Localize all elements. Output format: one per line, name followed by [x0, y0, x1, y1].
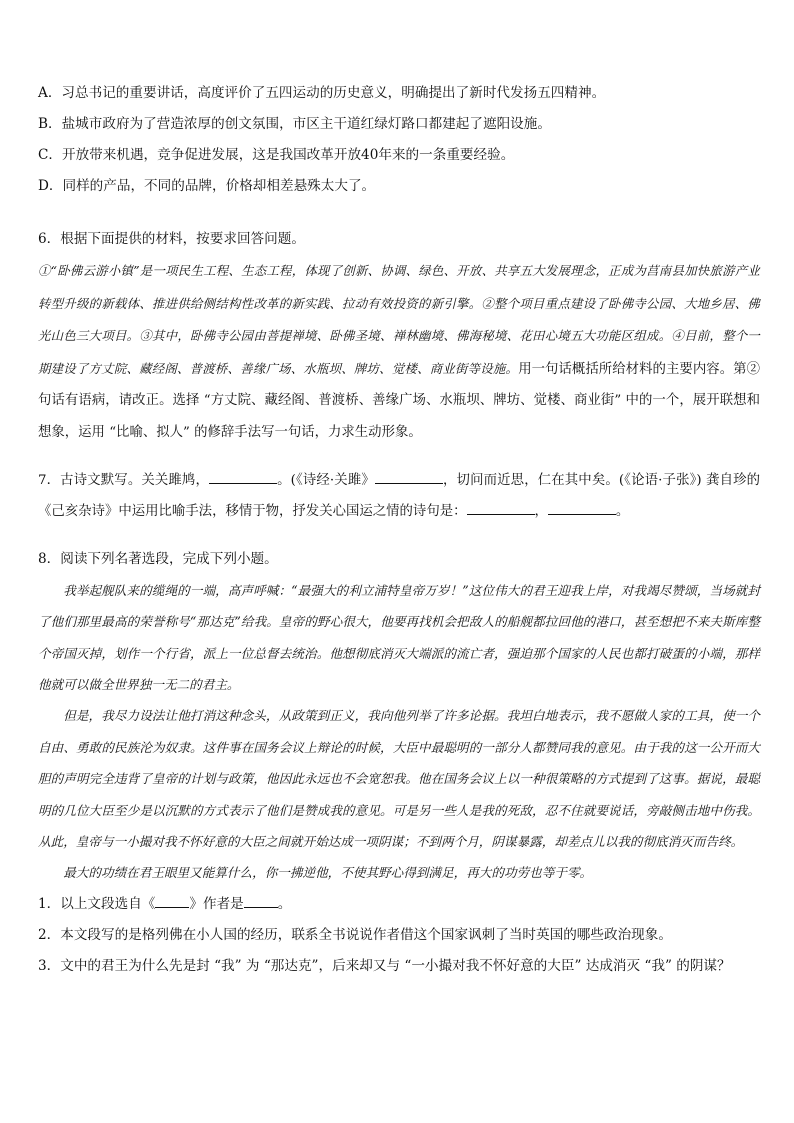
q8-passage-2: 但是，我尽力设法让他打消这种念头，从政策到正义，我向他列举了许多论据。我坦白地表示，我不愿做人家的工具，使一个自由、勇敢的民族沦为奴隶。这件事在国务会议上辩论的时候，大臣中最聪明的一部分人都赞同我的意见。由于我的这一公开而大胆的声明完全违背了皇帝的计划与政策，他因此永远也不会宽恕我。他在国务会议上以一种很策略的方式提到了这事。据说，最聪明的几位大臣至少是以沉默的方式表示了他们是赞成我的意见。可是另一些人是我的死敌，忍不住就要说话，旁敲侧击地中伤我。从此，皇帝与一小撮对我不怀好意的大臣之间就开始达成一项阴谋；不到两个月，阴谋暴露，却差点儿以我的彻底消灭而告终。	[38, 708, 760, 849]
q8-passage-1: 我举起舰队来的缆绳的一端，高声呼喊：“最强大的利立浦特皇帝万岁！”这位伟大的君王迎我上岸，对我竭尽赞颂，当场就封了他们那里最高的荣誉称号“那达克”给我。皇帝的野心很大，他要再找机会把敌人的船舰都拉回他的港口，甚至想把不来夫斯库整个帝国灭掉，划作一个行省，派上一位总督去统治。他想彻底消灭大端派的流亡者，强迫那个国家的人民也都打破蛋的小端，那样他就可以做全世界独一无二的君主。	[38, 582, 760, 692]
question-6	[38, 224, 760, 449]
option-b: B．盐城市政府为了营造浓厚的创文氛围，市区主干道红绿灯路口都建起了遮阳设施。	[38, 116, 551, 132]
answer-blank[interactable]	[467, 500, 535, 515]
q8-sub1-c: 。	[277, 895, 292, 912]
answer-blank[interactable]	[155, 893, 189, 908]
q8-sub1-b: 》作者是	[189, 895, 244, 912]
answer-blank[interactable]	[375, 469, 443, 484]
answer-blank[interactable]	[548, 500, 616, 515]
option-c: C．开放带来机遇，竞争促进发展，这是我国改革开放40年来的一条重要经验。	[38, 147, 515, 163]
q7-part2: 。(《诗经·关雎》	[277, 472, 375, 488]
q8-stem: 8．阅读下列名著选段，完成下列小题。	[38, 550, 278, 567]
q6-material-and-task	[38, 255, 760, 449]
answer-blank[interactable]	[244, 893, 278, 908]
q6-stem: 6．根据下面提供的材料，按要求回答问题。	[38, 231, 305, 247]
question-7	[38, 465, 760, 528]
q6-task: 用一句话概括所给材料的主要内容。第②句话有语病，请改正。选择 “方丈院、藏经阁、普渡桥、善缘广场、水瓶坝、牌坊、觉楼、商业街” 中的一个，展开联想和想象，运用 “比喻、拟人” 的修辞手法写一句话，力求生动形象。	[38, 361, 760, 440]
q8-passage-3: 最大的功绩在君王眼里又能算什么，你一拂逆他，不使其野心得到满足，再大的功劳也等于零。	[63, 865, 593, 881]
q7-line2c: 。	[615, 504, 630, 520]
exam-page	[38, 78, 760, 982]
answer-blank[interactable]	[209, 469, 277, 484]
q8-sub-3: 3．文中的君王为什么先是封 “我” 为 “那达克”，后来却又与 “一小撮对我不怀好意的大臣” 达成消灭 “我” 的阴谋？	[38, 957, 731, 974]
q5-options	[38, 78, 760, 202]
q8-sub-2: 2．本文段写的是格列佛在小人国的经历，联系全书说说作者借这个国家讽刺了当时英国的哪些政治现象。	[38, 926, 672, 943]
option-d: D．同样的产品，不同的品牌，价格却相差悬殊太大了。	[38, 178, 376, 194]
q7-line2b: ，	[534, 504, 548, 520]
q7-part1: 7．古诗文默写。关关雎鸠，	[38, 472, 209, 488]
question-8	[38, 544, 760, 982]
q7-part3: ，切问而近思，仁在其中矣。(《论语·子	[442, 472, 677, 488]
q8-sub-1	[38, 889, 760, 920]
option-a: A．习总书记的重要讲话，高度评价了五四运动的历史意义，明确提出了新时代发扬五四精神。	[38, 85, 606, 101]
q8-sub1-a: 1．以上文段选自《	[38, 895, 156, 912]
q7-line2a: 张》) 龚自珍的《己亥杂诗》中运用比喻手法，移情于物，抒发关心国运之情的诗句是：	[38, 472, 761, 520]
q6-material: ①“卧佛云游小镇”是一项民生工程、生态工程，体现了创新、协调、绿色、开放、共享五大发展理念，正成为莒南县加快旅游产业转型升级的新载体、推进供给侧结构性改革的新实践、拉动有效投资的新引擎。②整个项目重点建设了卧佛寺公园、大地乡居、佛光山色三大项目。③其中，卧佛寺公园由菩提禅境、卧佛圣境、禅林幽境、佛海秘境、花田心境五大功能区组成。④目前，整个一期建设了方丈院、藏经阁、普渡桥、善缘广场、水瓶坝、牌坊、觉楼、商业街等设施。	[38, 263, 760, 376]
